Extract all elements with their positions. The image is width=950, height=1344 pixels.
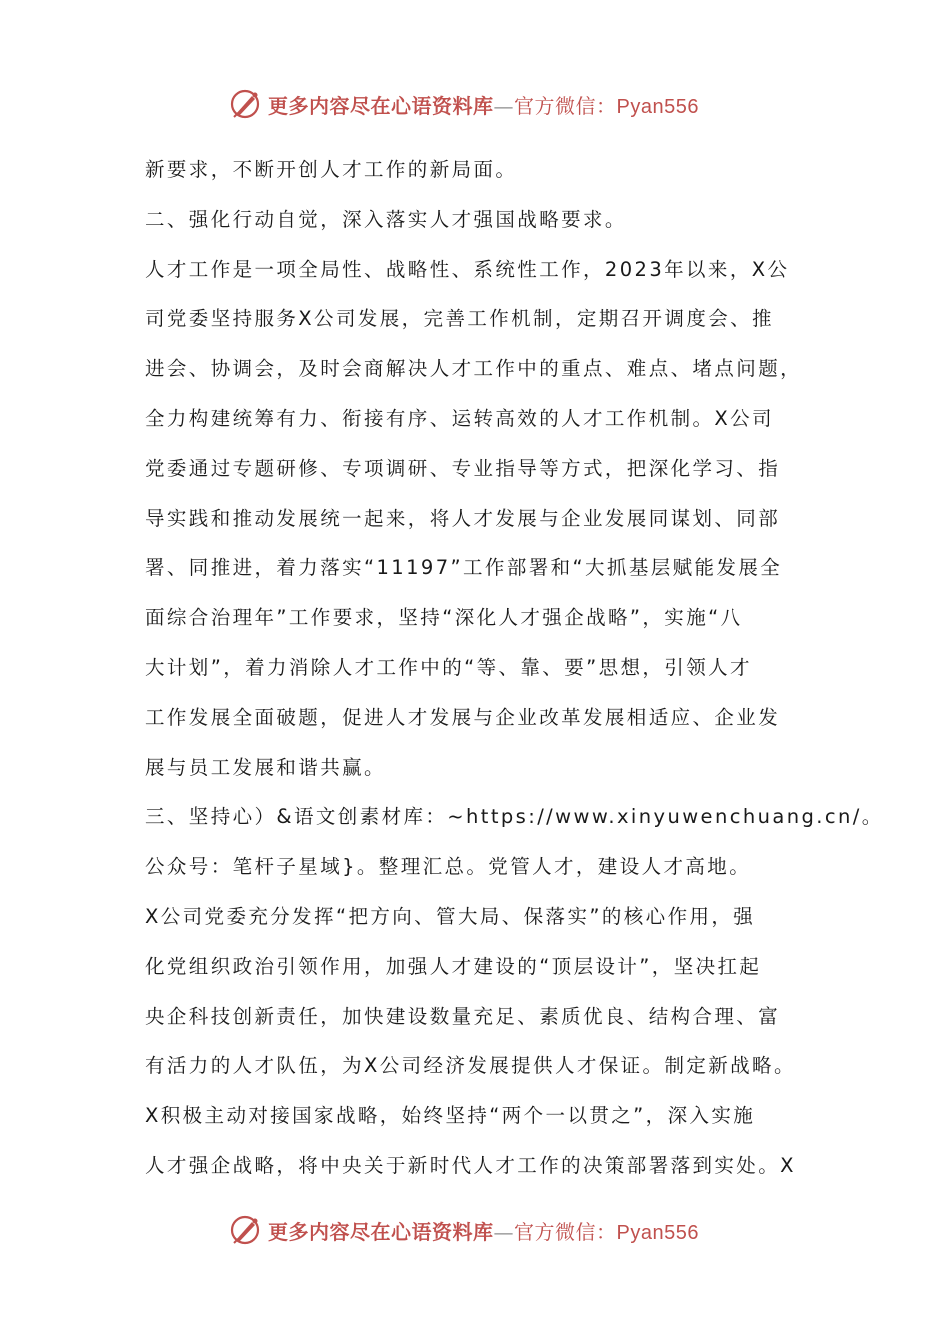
body-line: 央企科技创新责任，加快建设数量充足、素质优良、结构合理、富 [145,1004,781,1028]
quill-logo-icon [228,1213,262,1247]
body-line: 面综合治理年”工作要求，坚持“深化人才强企战略”，实施“八 [145,606,743,630]
body-line: 公众号：笔杆子星域}。整理汇总。党管人才，建设人才高地。 [145,855,752,879]
contact-id: Pyan556 [616,1221,699,1244]
footer-watermark [228,1210,748,1250]
section-heading: 三、坚持心）&语文创素材库：~https://www.xinyuwenchuang.cn/。 [145,805,884,829]
document-body [145,145,884,1191]
body-line: 新要求，不断开创人才工作的新局面。 [145,158,518,181]
body-line: 大计划”，着力消除人才工作中的“等、靠、要”思想，引领人才 [145,655,752,679]
body-line: 人才强企战略，将中央关于新时代人才工作的决策部署落到实处。X [145,1153,796,1177]
body-line: 化党组织政治引领作用，加强人才建设的“顶层设计”，坚决扛起 [145,954,762,978]
body-line: 党委通过专题研修、专项调研、专业指导等方式，把深化学习、指 [145,456,781,480]
watermark-separator: — [493,1219,514,1244]
section-heading: 二、强化行动自觉，深入落实人才强国战略要求。 [145,207,627,231]
body-line: 司党委坚持服务X公司发展，完善工作机制，定期召开调度会、推 [145,307,774,331]
body-line: 工作发展全面破题，促进人才发展与企业改革发展相适应、企业发 [145,705,781,729]
body-line: 导实践和推动发展统一起来，将人才发展与企业发展同谋划、同部 [145,506,781,530]
watermark-label: 更多内容尽在心语资料库 [268,93,494,118]
body-line: 有活力的人才队伍，为X公司经济发展提供人才保证。制定新战略。 [145,1054,796,1078]
watermark-separator: — [493,93,514,118]
body-line: 展与员工发展和谐共赢。 [145,755,386,779]
contact-label: 官方微信： [514,1219,617,1244]
body-line: 全力构建统筹有力、衔接有序、运转高效的人才工作机制。X公司 [145,406,774,430]
contact-id: Pyan556 [616,95,699,118]
body-line: X公司党委充分发挥“把方向、管大局、保落实”的核心作用，强 [145,904,756,928]
header-watermark [228,84,748,124]
watermark-label: 更多内容尽在心语资料库 [268,1219,494,1244]
body-line: 署、同推进，着力落实“11197”工作部署和“大抓基层赋能发展全 [145,556,783,580]
body-line: 进会、协调会，及时会商解决人才工作中的重点、难点、堵点问题， [145,357,803,381]
body-line: X积极主动对接国家战略，始终坚持“两个一以贯之”，深入实施 [145,1104,756,1128]
body-line: 人才工作是一项全局性、战略性、系统性工作，2023年以来，X公 [145,257,790,281]
contact-label: 官方微信： [514,93,617,118]
quill-logo-icon [228,87,262,121]
